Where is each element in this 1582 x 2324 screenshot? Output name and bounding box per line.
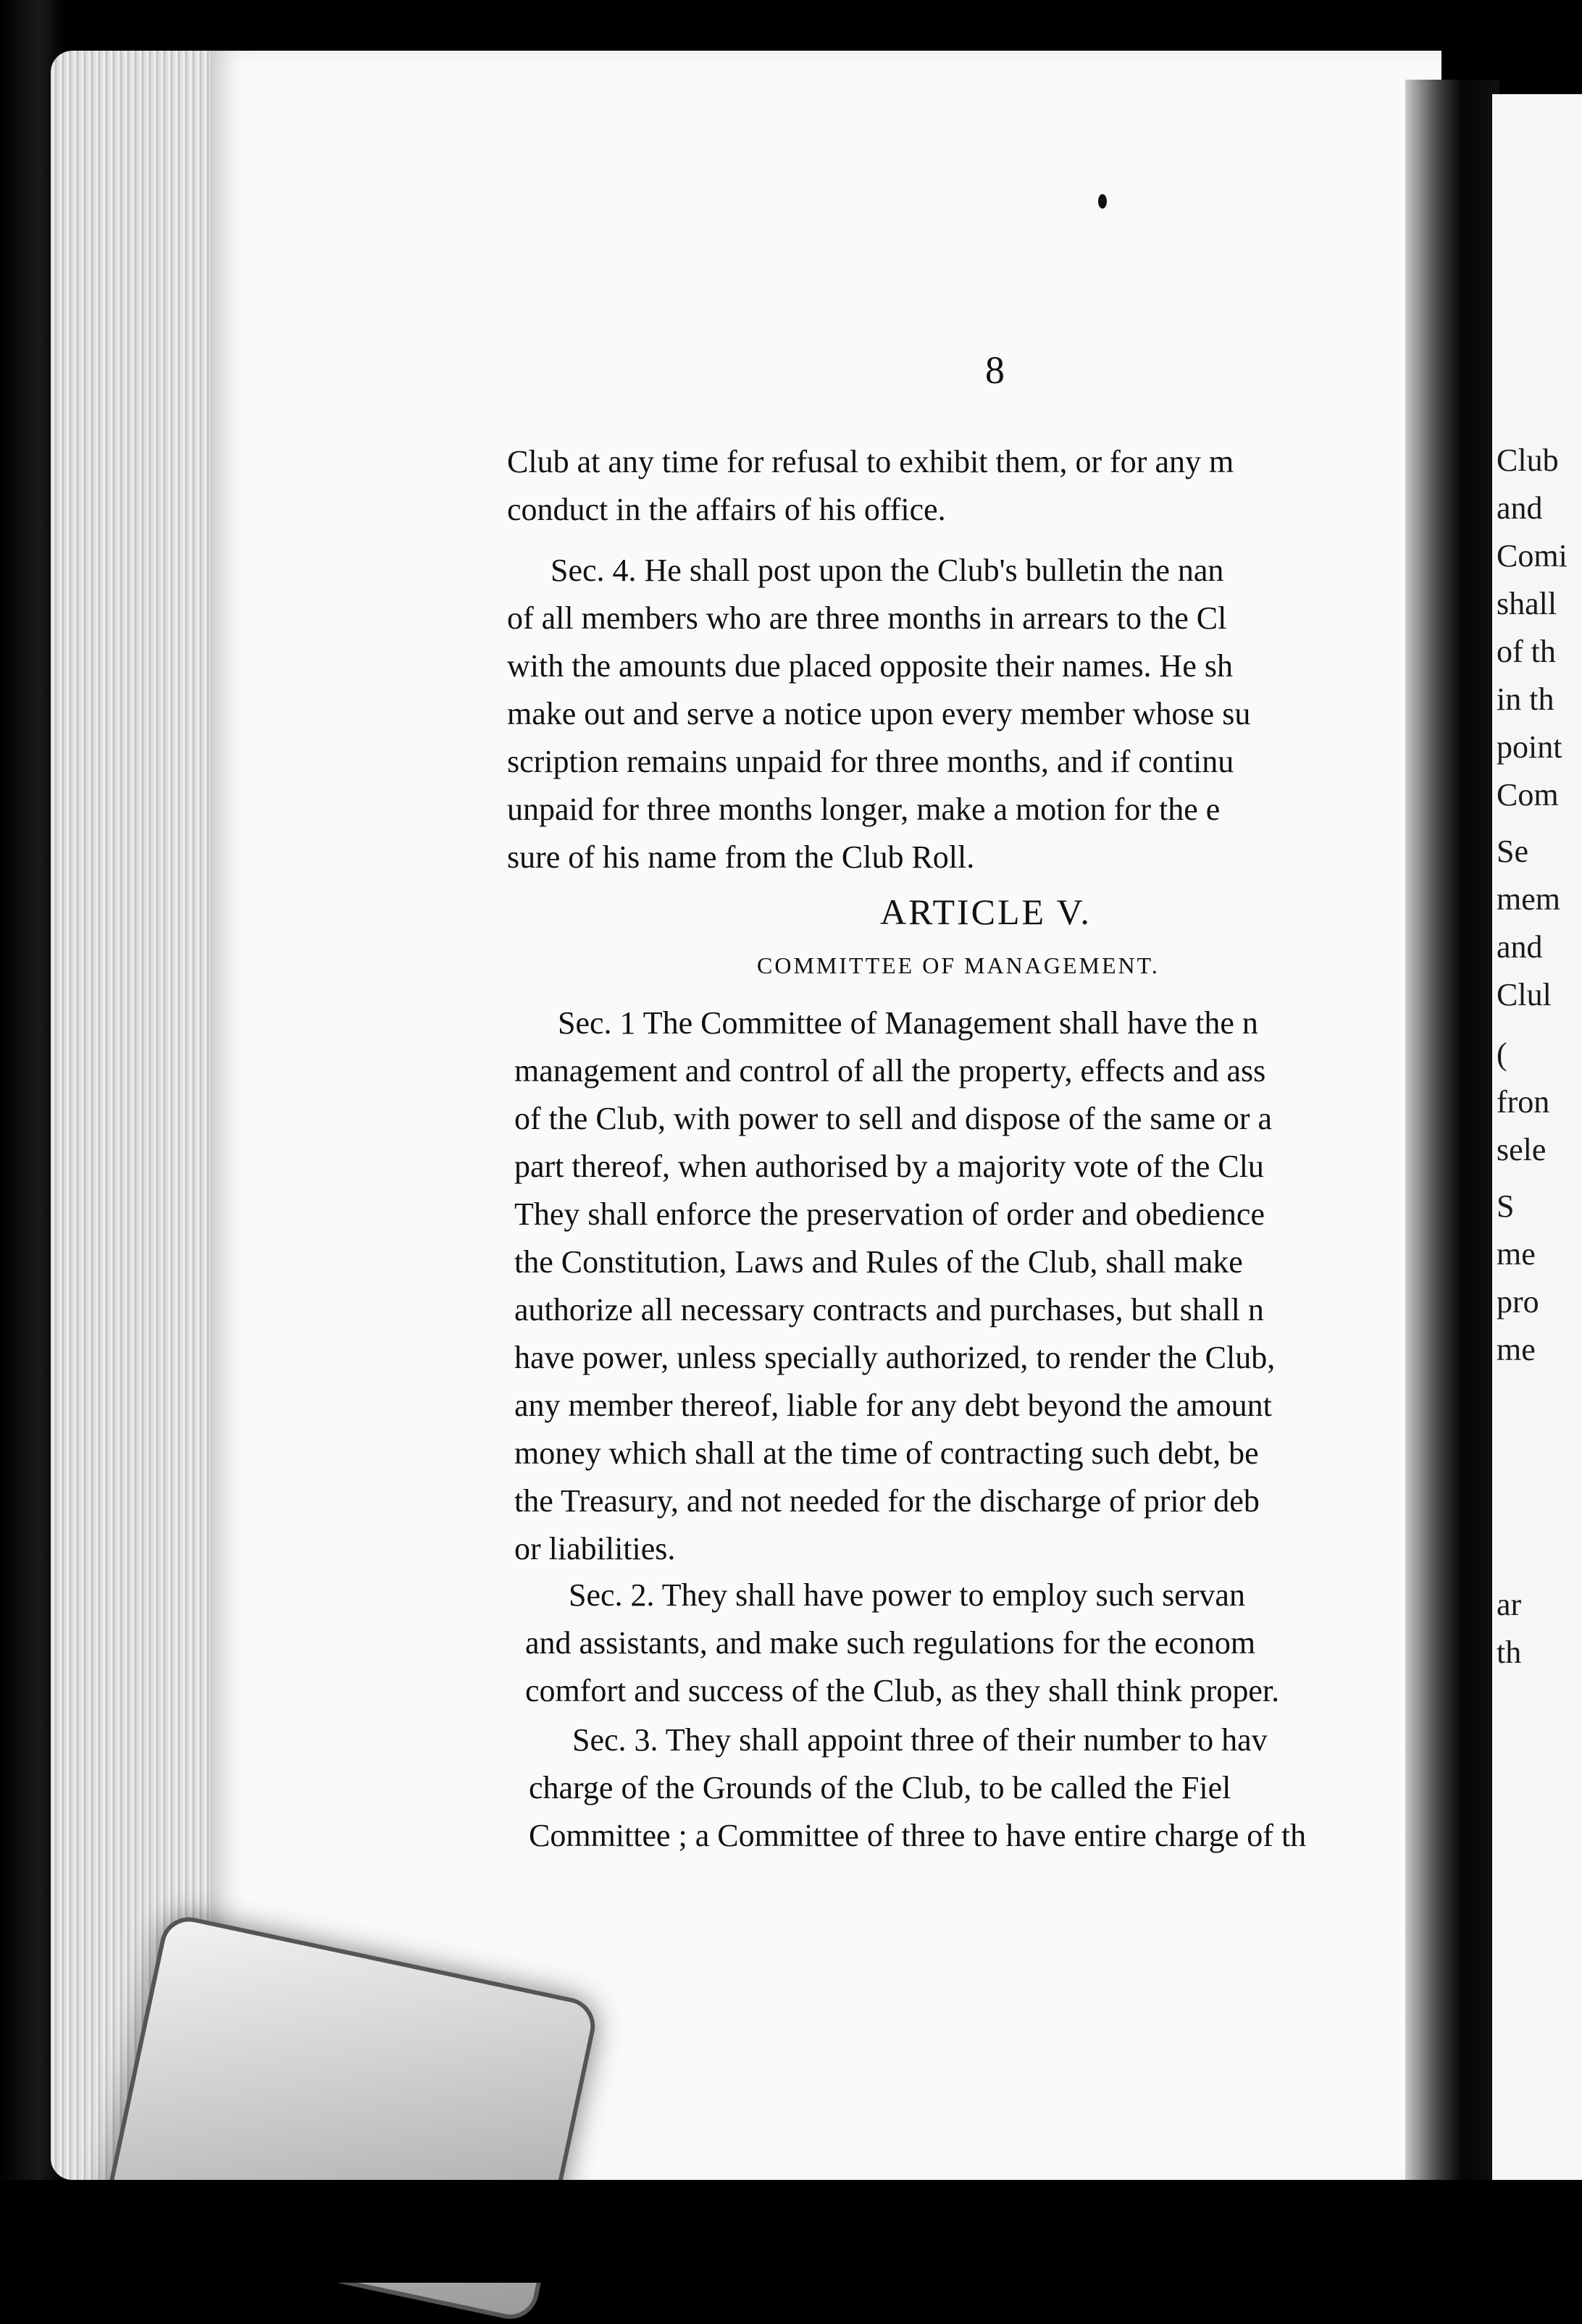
facing-fragment: Com: [1497, 777, 1559, 813]
text-line: management and control of all the property, effects and ass: [514, 1053, 1266, 1088]
text-line: Club at any time for refusal to exhibit them, or for any m: [507, 444, 1234, 479]
text-line: have power, unless specially authorized, to render the Club,: [514, 1340, 1276, 1375]
text-line: authorize all necessary contracts and purchases, but shall n: [514, 1292, 1264, 1327]
text-line: with the amounts due placed opposite their names. He sh: [507, 648, 1233, 684]
article-5-section-2: [525, 1572, 1460, 1715]
facing-fragment: of th: [1497, 634, 1556, 669]
text-line: the Constitution, Laws and Rules of the Club, shall make: [514, 1244, 1243, 1280]
article-heading: ARTICLE V.: [880, 892, 1092, 932]
text-line: of all members who are three months in arrears to the Cl: [507, 600, 1227, 636]
facing-fragment: fron: [1497, 1084, 1550, 1120]
text-line: make out and serve a notice upon every member whose su: [507, 696, 1251, 731]
paragraph-continuation: [507, 438, 1441, 534]
facing-fragment: sele: [1497, 1132, 1547, 1167]
text-line: conduct in the affairs of his office.: [507, 492, 946, 527]
page-number: 8: [985, 348, 1005, 392]
article-subheading: COMMITTEE OF MANAGEMENT.: [757, 952, 1160, 978]
facing-fragment: point: [1497, 729, 1562, 765]
facing-fragment: me: [1497, 1236, 1536, 1272]
text-line: scription remains unpaid for three months, and if continu: [507, 744, 1234, 779]
facing-fragment: Se: [1497, 834, 1528, 869]
facing-fragment: mem: [1497, 881, 1560, 917]
text-line: or liabilities.: [514, 1531, 676, 1566]
text-line: unpaid for three months longer, make a motion for the e: [507, 792, 1221, 827]
facing-fragment: Club: [1497, 442, 1559, 478]
text-line: comfort and success of the Club, as they shall think proper.: [525, 1673, 1280, 1708]
facing-fragment: Clul: [1497, 977, 1552, 1012]
article-5-section-1: [514, 999, 1449, 1573]
text-line: money which shall at the time of contracting such debt, be: [514, 1435, 1259, 1471]
text-line: sure of his name from the Club Roll.: [507, 839, 975, 875]
text-line: charge of the Grounds of the Club, to be called the Fiel: [529, 1770, 1231, 1805]
text-line: part thereof, when authorised by a majority vote of the Clu: [514, 1149, 1264, 1184]
text-line: They shall enforce the preservation of order and obedience: [514, 1196, 1265, 1232]
text-line: Sec. 1 The Committee of Management shall have the n: [558, 1005, 1258, 1041]
article-5-section-3: [529, 1716, 1463, 1860]
facing-fragment: (: [1497, 1036, 1507, 1072]
background-dark-bottom: [0, 2180, 1582, 2283]
text-line: Sec. 2. They shall have power to employ such servan: [569, 1577, 1245, 1613]
facing-fragment: ar: [1497, 1587, 1522, 1622]
book-page-edges: [51, 51, 232, 2180]
section-4: [507, 547, 1441, 881]
facing-fragment: pro: [1497, 1284, 1539, 1320]
facing-fragment: me: [1497, 1332, 1536, 1367]
text-line: any member thereof, liable for any debt beyond the amount: [514, 1388, 1272, 1423]
text-line: the Treasury, and not needed for the discharge of prior deb: [514, 1483, 1260, 1519]
text-line: and assistants, and make such regulations for the econom: [525, 1625, 1256, 1661]
ink-dot-mark: [1098, 194, 1107, 209]
facing-fragment: th: [1497, 1635, 1522, 1670]
facing-fragment: in th: [1497, 681, 1554, 717]
text-line: of the Club, with power to sell and dispose of the same or a: [514, 1101, 1273, 1136]
facing-fragment: shall: [1497, 586, 1557, 621]
text-line: Sec. 3. They shall appoint three of their number to hav: [572, 1722, 1268, 1758]
text-line: Sec. 4. He shall post upon the Club's bulletin the nan: [551, 553, 1224, 588]
facing-fragment: and: [1497, 929, 1543, 965]
facing-page: [1492, 94, 1582, 2231]
facing-fragment: S: [1497, 1188, 1515, 1224]
facing-fragment: and: [1497, 490, 1543, 526]
text-line: Committee ; a Committee of three to have entire charge of th: [529, 1818, 1307, 1853]
facing-fragment: Comi: [1497, 538, 1568, 574]
